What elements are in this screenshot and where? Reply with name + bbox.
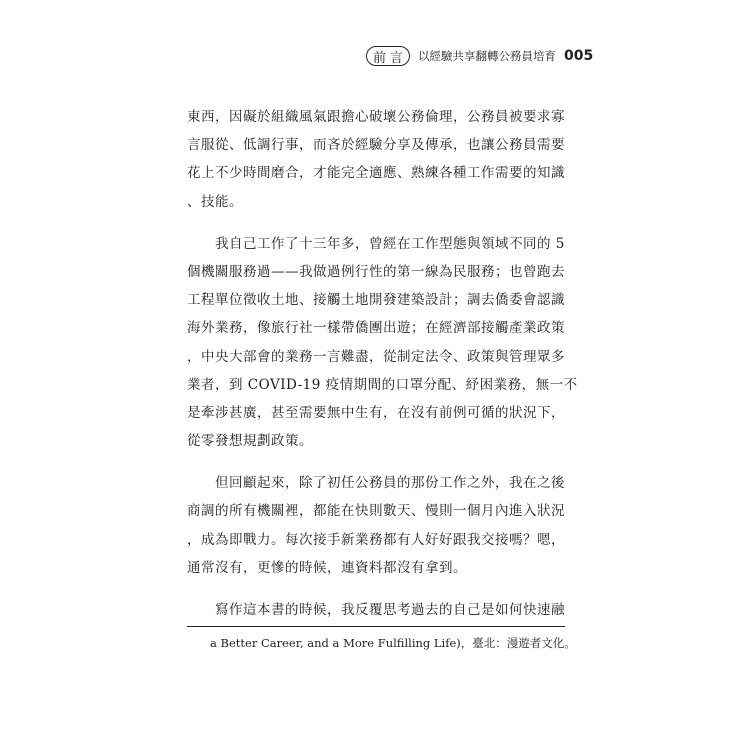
chapter-label: 前言 [366, 46, 410, 66]
body-text [187, 103, 578, 624]
text-line: 商調的所有機關裡，都能在快則數天、慢則一個月內進入狀況 [187, 503, 565, 520]
page-number: 005 [564, 48, 594, 64]
text-line: 工程單位徵收土地、接觸土地開發建築設計；調去僑委會認識 [187, 292, 565, 309]
text-line: 從零發想規劃政策。 [187, 433, 313, 450]
text-line: 海外業務，像旅行社一樣帶僑團出遊；在經濟部接觸產業政策 [187, 320, 565, 337]
chapter-title: 以經驗共享翻轉公務員培育 [418, 49, 556, 63]
text-line: ，成為即戰力。每次接手新業務都有人好好跟我交接嗎？嗯， [187, 531, 565, 548]
footnote: a Better Career, and a More Fulfilling Life)，臺北：漫遊者文化。 [210, 636, 576, 650]
paragraph [187, 469, 567, 582]
running-header [366, 44, 593, 68]
paragraph [187, 596, 567, 624]
text-line: 但回顧起來，除了初任公務員的那份工作之外，我在之後 [187, 475, 565, 492]
footnote-divider [187, 626, 565, 627]
paragraph [187, 230, 578, 456]
text-line: 我自己工作了十三年多，曾經在工作型態與領域不同的 5 [187, 235, 565, 252]
text-line: 個機關服務過——我做過例行性的第一線為民服務；也曾跑去 [187, 263, 565, 280]
text-line: 花上不少時間磨合，才能完全適應、熟練各種工作需要的知識 [187, 165, 565, 182]
text-line: 業者，到 COVID-19 疫情期間的口罩分配、紓困業務，無一不 [187, 376, 578, 393]
text-line: 通常沒有，更慘的時候，連資料都沒有拿到。 [187, 559, 467, 576]
text-line: 言服從、低調行事，而吝於經驗分享及傳承，也讓公務員需要 [187, 137, 565, 154]
text-line: 東西，因礙於組織風氣跟擔心破壞公務倫理，公務員被要求寡 [187, 109, 565, 125]
text-line: 、技能。 [187, 193, 243, 210]
paragraph [187, 103, 567, 216]
text-line: 寫作這本書的時候，我反覆思考過去的自己是如何快速融 [187, 602, 565, 618]
text-line: 是牽涉甚廣，甚至需要無中生有，在沒有前例可循的狀況下， [187, 404, 565, 421]
text-line: ，中央大部會的業務一言難盡，從制定法令、政策與管理眾多 [187, 348, 565, 365]
